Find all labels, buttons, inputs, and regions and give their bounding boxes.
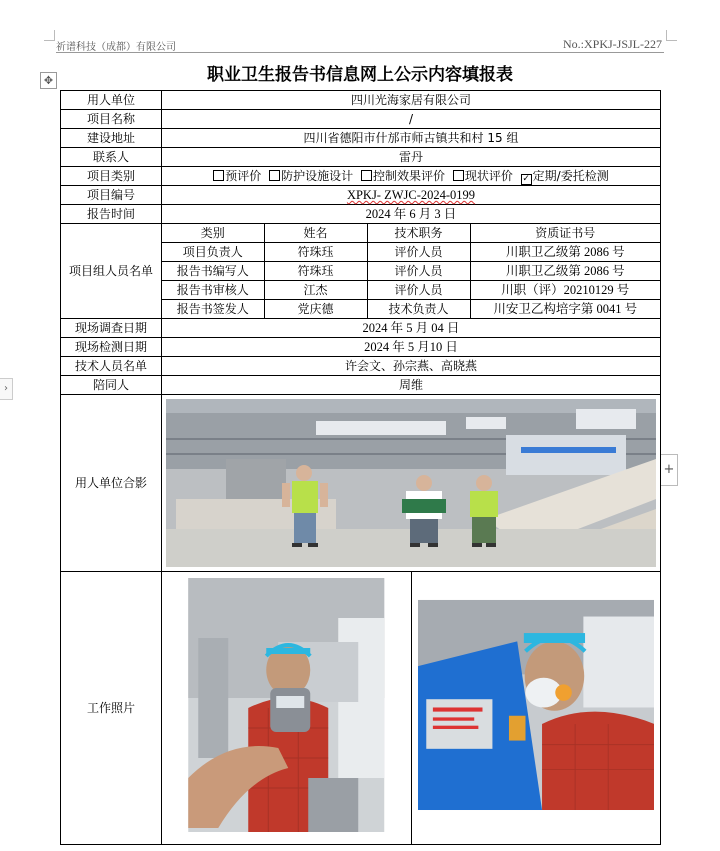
checkbox-icon[interactable]: [361, 170, 372, 181]
team-cell-role: 报告书审核人: [162, 281, 264, 300]
group-photo-cell: [162, 395, 661, 572]
team-cell-cert: 川安卫乙构培字第 0041 号: [470, 300, 660, 319]
team-header-title: 技术职务: [367, 224, 470, 243]
team-cell-title: 评价人员: [367, 243, 470, 262]
row-work-photos: [61, 572, 661, 845]
test-date-label: 现场检测日期: [61, 338, 162, 357]
category-option-pre-eval[interactable]: 预评价: [213, 169, 261, 183]
table-row: [162, 281, 660, 300]
row-tech-staff: [61, 357, 661, 376]
row-project-no: [61, 186, 661, 205]
group-photo-label: 用人单位合影: [61, 395, 162, 572]
team-cell-role: 报告书编写人: [162, 262, 264, 281]
row-category: [61, 167, 661, 186]
table-row: [162, 300, 660, 319]
report-time-label: 报告时间: [61, 205, 162, 224]
category-option-protection-design[interactable]: 防护设施设计: [269, 169, 353, 183]
survey-date-label: 现场调查日期: [61, 319, 162, 338]
row-project-name: [61, 110, 661, 129]
checkbox-checked-icon[interactable]: ✓: [522, 174, 530, 184]
team-cell-name: 符珠珏: [264, 262, 367, 281]
row-contact: [61, 148, 661, 167]
team-cell-cert: 川职卫乙级第 2086 号: [470, 262, 660, 281]
row-address: [61, 129, 661, 148]
team-cell-title: 技术负责人: [367, 300, 470, 319]
team-cell-name: 符珠珏: [264, 243, 367, 262]
work-photo-cell: [162, 572, 661, 845]
project-name-value: /: [162, 110, 661, 129]
escort-value: 周维: [162, 376, 661, 395]
row-survey-date: [61, 319, 661, 338]
category-option-control-eval[interactable]: 控制效果评价: [361, 169, 445, 183]
escort-label: 陪同人: [61, 376, 162, 395]
survey-date-value: 2024 年 5 月 04 日: [162, 319, 661, 338]
info-form-table: [60, 90, 661, 845]
team-cell-name: 党庆德: [264, 300, 367, 319]
crop-mark-top-right: [666, 30, 677, 41]
page-title: 职业卫生报告书信息网上公示内容填报表: [207, 65, 513, 85]
checkbox-icon[interactable]: [213, 170, 224, 181]
header-company: 祈谱科技（成都）有限公司: [56, 42, 176, 53]
employer-value: 四川光海家居有限公司: [162, 91, 661, 110]
category-option-periodic-test[interactable]: ✓ 定期/委托检测: [522, 169, 609, 184]
tech-staff-label: 技术人员名单: [61, 357, 162, 376]
row-team: [61, 224, 661, 319]
table-row: [162, 243, 660, 262]
team-header-name: 姓名: [264, 224, 367, 243]
address-label: 建设地址: [61, 129, 162, 148]
work-photo-left-wrap: [162, 572, 411, 844]
project-no-label: 项目编号: [61, 186, 162, 205]
team-header-category: 类别: [162, 224, 264, 243]
test-date-value: 2024 年 5 月10 日: [162, 338, 661, 357]
work-photo-right-image: [418, 578, 655, 832]
team-cell-name: 江杰: [264, 281, 367, 300]
employer-label: 用人单位: [61, 91, 162, 110]
group-photo-image: [166, 399, 656, 567]
category-label: 项目类别: [61, 167, 162, 186]
side-collapse-arrow-icon[interactable]: ›: [0, 378, 13, 400]
team-cell-role: 项目负责人: [162, 243, 264, 262]
project-name-label: 项目名称: [61, 110, 162, 129]
team-cell: [162, 224, 661, 319]
contact-value: 雷丹: [162, 148, 661, 167]
checkbox-icon[interactable]: [269, 170, 280, 181]
team-header-cert: 资质证书号: [470, 224, 660, 243]
crop-mark-top-left: [44, 30, 55, 41]
work-photo-left-image: [168, 578, 405, 832]
checkbox-icon[interactable]: [453, 170, 464, 181]
team-header-row: [162, 224, 660, 243]
table-move-handle-icon[interactable]: ✥: [40, 72, 57, 89]
table-row: [162, 262, 660, 281]
tech-staff-value: 许会文、孙宗燕、高晓燕: [162, 357, 661, 376]
row-group-photo: [61, 395, 661, 572]
contact-label: 联系人: [61, 148, 162, 167]
row-report-time: [61, 205, 661, 224]
report-time-value: 2024 年 6 月 3 日: [162, 205, 661, 224]
work-photo-label: 工作照片: [61, 572, 162, 845]
add-row-plus-icon[interactable]: +: [660, 454, 678, 486]
team-cell-title: 评价人员: [367, 262, 470, 281]
project-no-value: XPKJ- ZWJC-2024-0199: [162, 186, 661, 205]
category-option-status-eval[interactable]: 现状评价: [453, 169, 513, 183]
row-escort: [61, 376, 661, 395]
header-doc-number: No.:XPKJ-JSJL-227: [562, 37, 662, 51]
category-options: [162, 167, 661, 186]
team-cell-cert: 川职卫乙级第 2086 号: [470, 243, 660, 262]
team-cell-role: 报告书签发人: [162, 300, 264, 319]
team-cell-cert: 川职（评）20210129 号: [470, 281, 660, 300]
team-cell-title: 评价人员: [367, 281, 470, 300]
work-photo-right-wrap: [411, 572, 661, 844]
header-rule: [56, 52, 664, 53]
row-employer: [61, 91, 661, 110]
team-label: 项目组人员名单: [61, 224, 162, 319]
team-table: [162, 224, 660, 318]
row-test-date: [61, 338, 661, 357]
address-value: 四川省德阳市什邡市师古镇共和村 15 组: [162, 129, 661, 148]
